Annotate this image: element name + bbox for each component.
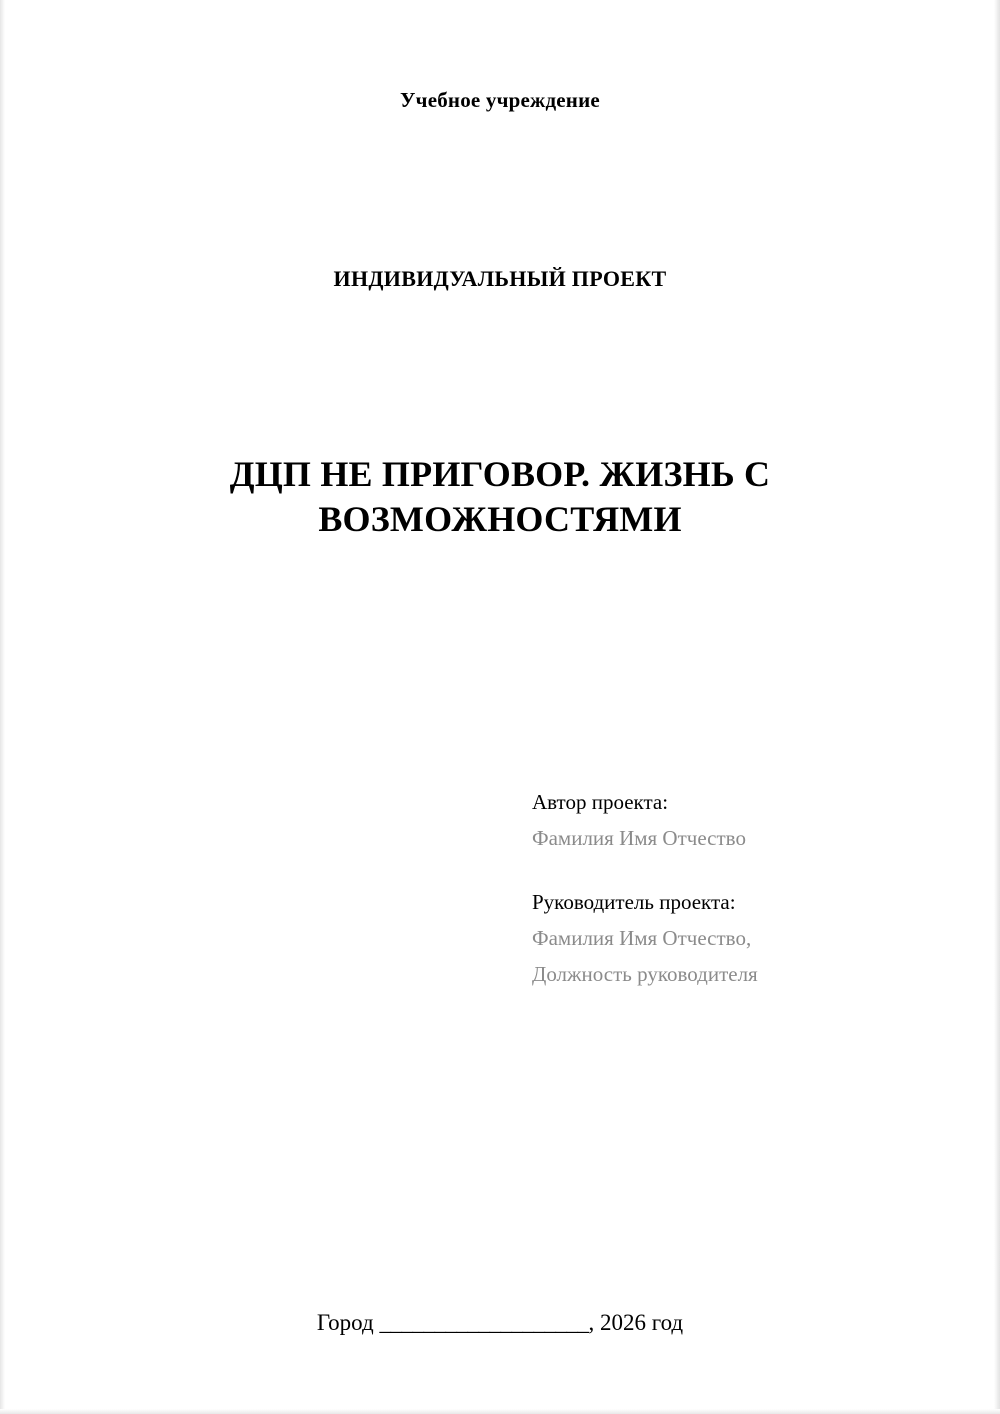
page-edge-bottom — [0, 1409, 1000, 1414]
supervisor-block — [532, 884, 952, 992]
author-value: Фамилия Имя Отчество — [532, 826, 746, 851]
page-edge-right — [994, 0, 1000, 1414]
footer-city-year — [0, 1310, 1000, 1336]
document-type: ИНДИВИДУАЛЬНЫЙ ПРОЕКТ — [333, 266, 667, 291]
author-label: Автор проекта: — [532, 790, 669, 814]
credits-block — [532, 784, 952, 993]
city-label: Город — [316, 1310, 374, 1335]
author-block — [532, 784, 952, 856]
city-blank-line: ___________________ — [379, 1310, 589, 1335]
supervisor-value-line-1: Фамилия Имя Отчество, — [532, 926, 752, 951]
page-edge-left — [0, 0, 5, 1414]
supervisor-value-line-2: Должность руководителя — [532, 962, 758, 987]
institution-name: Учебное учреждение — [400, 88, 600, 112]
page-title: ДЦП НЕ ПРИГОВОР. ЖИЗНЬ С ВОЗМОЖНОСТЯМИ — [229, 454, 771, 540]
year-text: , 2026 год — [588, 1310, 684, 1335]
supervisor-label: Руководитель проекта: — [532, 890, 736, 915]
